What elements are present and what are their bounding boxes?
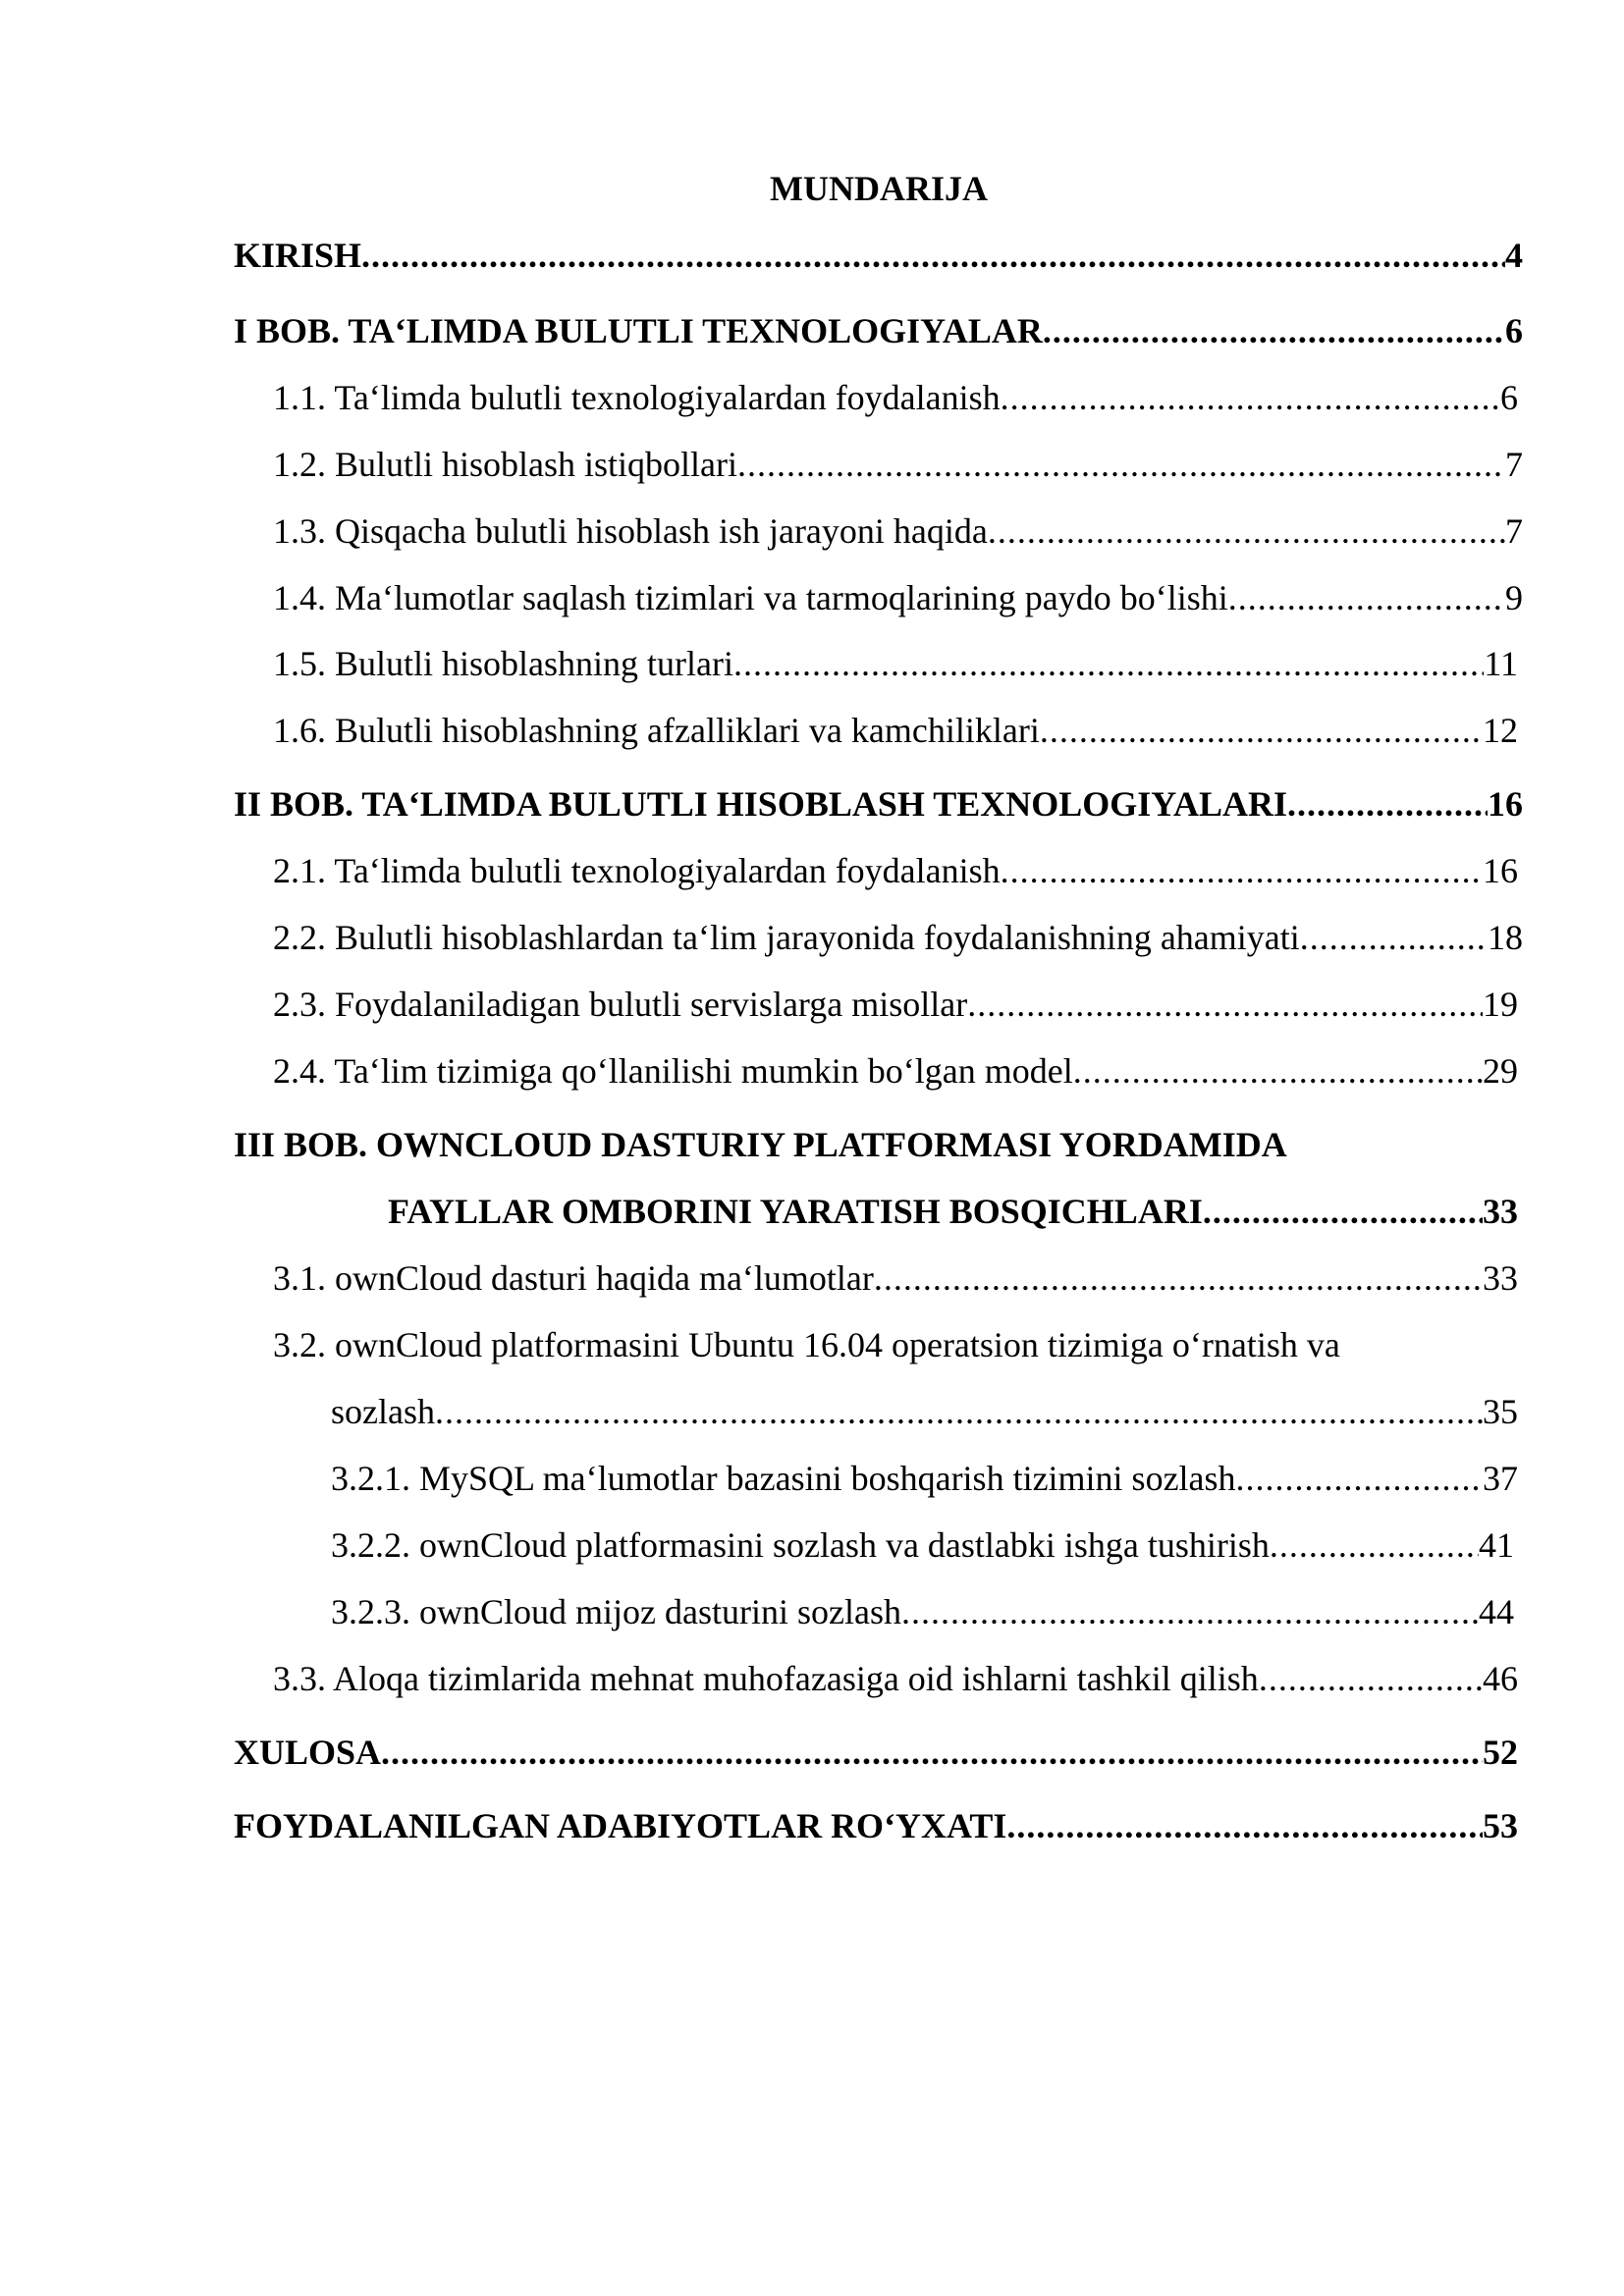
dot-leader <box>1203 1190 1483 1233</box>
toc-entry-page: 35 <box>1483 1392 1518 1431</box>
toc-entry-label: KIRISH <box>234 236 362 275</box>
toc-entry-page: 37 <box>1483 1459 1518 1498</box>
toc-entry-label: 2.1. Ta‘limda bulutli texnologiyalardan foydalanish <box>273 851 1001 890</box>
toc-entry-label: FOYDALANILGAN ADABIYOTLAR RO‘YXATI <box>234 1806 1007 1845</box>
dot-leader <box>967 983 1483 1026</box>
toc-entry-page: 12 <box>1483 711 1518 750</box>
toc-entry-references <box>234 1804 1518 1847</box>
toc-entry-label: 3.1. ownCloud dasturi haqida ma‘lumotlar <box>273 1258 874 1298</box>
toc-entry-1-4 <box>273 576 1523 619</box>
dot-leader <box>737 443 1505 486</box>
dot-leader <box>874 1256 1483 1300</box>
toc-entry-2-4 <box>273 1049 1518 1093</box>
toc-entry-1-1 <box>273 376 1518 419</box>
page-title: MUNDARIJA <box>770 169 988 208</box>
dot-leader <box>1001 376 1500 419</box>
toc-entry-label: 3.2.1. MySQL ma‘lumotlar bazasini boshqarish tizimini sozlash <box>331 1459 1236 1498</box>
toc-entry-label: 1.5. Bulutli hisoblashning turlari <box>273 644 733 683</box>
toc-entry-chapter-3 <box>388 1190 1518 1233</box>
toc-entry-label: 1.6. Bulutli hisoblashning afzalliklari va kamchiliklari <box>273 711 1040 750</box>
toc-entry-1-2 <box>273 443 1523 486</box>
toc-entry-3-2-3 <box>331 1590 1514 1633</box>
toc-entry-label: 1.2. Bulutli hisoblash istiqbollari <box>273 445 738 484</box>
dot-leader <box>988 509 1505 553</box>
dot-leader <box>1043 309 1505 352</box>
toc-entry-3-1 <box>273 1256 1518 1300</box>
toc-entry-page: 9 <box>1505 578 1523 617</box>
toc-entry-page: 33 <box>1483 1192 1518 1231</box>
toc-entry-page: 16 <box>1483 851 1518 890</box>
toc-entry-label: 1.4. Ma‘lumotlar saqlash tizimlari va tarmoqlarining paydo bo‘lishi <box>273 578 1228 617</box>
toc-entry-page: 19 <box>1483 985 1518 1024</box>
dot-leader <box>361 234 1505 277</box>
toc-entry-label: XULOSA <box>234 1733 382 1772</box>
toc-entry-xulosa <box>234 1731 1518 1774</box>
toc-entry-3-2-2 <box>331 1523 1514 1567</box>
toc-entry-page: 41 <box>1479 1525 1514 1565</box>
toc-entry-label: 3.2.2. ownCloud platformasini sozlash va dastlabki ishga tushirish <box>331 1525 1270 1565</box>
dot-leader <box>435 1390 1483 1433</box>
toc-entry-label: 3.2.3. ownCloud mijoz dasturini sozlash <box>331 1592 901 1631</box>
toc-entry-chapter-3-line-1: III BOB. OWNCLOUD DASTURIY PLATFORMASI YORDAMIDA <box>234 1125 1287 1164</box>
toc-entry-page: 6 <box>1505 311 1523 350</box>
dot-leader <box>1236 1457 1483 1500</box>
dot-leader <box>1287 782 1488 826</box>
toc-entry-page: 44 <box>1479 1592 1514 1631</box>
toc-entry-page: 6 <box>1500 378 1518 417</box>
toc-entry-label: I BOB. TA‘LIMDA BULUTLI TEXNOLOGIYALAR <box>234 311 1043 350</box>
dot-leader <box>1006 1804 1483 1847</box>
toc-entry-2-2 <box>273 916 1523 959</box>
dot-leader <box>1300 916 1488 959</box>
dot-leader <box>381 1731 1483 1774</box>
toc-entry-3-2-1 <box>331 1457 1518 1500</box>
dot-leader <box>1228 576 1505 619</box>
dot-leader <box>901 1590 1479 1633</box>
toc-entry-label: 3.3. Aloqa tizimlarida mehnat muhofazasiga oid ishlarni tashkil qilish <box>273 1659 1259 1698</box>
toc-entry-label: 2.4. Ta‘lim tizimiga qo‘llanilishi mumkin bo‘lgan model <box>273 1051 1073 1091</box>
toc-entry-label: II BOB. TA‘LIMDA BULUTLI HISOBLASH TEXNOLOGIYALARI <box>234 784 1287 824</box>
dot-leader <box>1040 709 1483 752</box>
dot-leader <box>733 642 1484 685</box>
toc-entry-page: 29 <box>1483 1051 1518 1091</box>
toc-entry-page: 46 <box>1483 1659 1518 1698</box>
toc-entry-chapter-2 <box>234 782 1523 826</box>
toc-entry-3-3 <box>273 1657 1518 1700</box>
toc-entry-3-2-line-1: 3.2. ownCloud platformasini Ubuntu 16.04 operatsion tizimiga o‘rnatish va <box>273 1325 1340 1364</box>
toc-entry-label: FAYLLAR OMBORINI YARATISH BOSQICHLARI <box>388 1192 1203 1231</box>
toc-entry-label: 1.3. Qisqacha bulutli hisoblash ish jarayoni haqida <box>273 511 988 551</box>
toc-entry-1-3 <box>273 509 1523 553</box>
toc-entry-kirish <box>234 234 1523 277</box>
toc-entry-page: 16 <box>1488 784 1523 824</box>
toc-entry-page: 52 <box>1483 1733 1518 1772</box>
toc-entry-label: 2.2. Bulutli hisoblashlardan ta‘lim jarayonida foydalanishning ahamiyati <box>273 918 1300 957</box>
toc-entry-chapter-1 <box>234 309 1523 352</box>
toc-entry-page: 4 <box>1505 236 1523 275</box>
dot-leader <box>1270 1523 1479 1567</box>
dot-leader <box>1073 1049 1483 1093</box>
toc-entry-page: 33 <box>1483 1258 1518 1298</box>
dot-leader <box>1259 1657 1483 1700</box>
toc-entry-page: 18 <box>1488 918 1523 957</box>
toc-entry-page: 7 <box>1505 445 1523 484</box>
toc-entry-page: 11 <box>1484 644 1518 683</box>
toc-entry-2-1 <box>273 849 1518 892</box>
toc-entry-label: 1.1. Ta‘limda bulutli texnologiyalardan foydalanish <box>273 378 1001 417</box>
toc-entry-1-6 <box>273 709 1518 752</box>
toc-entry-label: sozlash <box>331 1392 435 1431</box>
toc-entry-page: 53 <box>1483 1806 1518 1845</box>
toc-entry-label: 2.3. Foydalaniladigan bulutli servislarga misollar <box>273 985 968 1024</box>
toc-entry-page: 7 <box>1505 511 1523 551</box>
dot-leader <box>1001 849 1483 892</box>
toc-entry-2-3 <box>273 983 1518 1026</box>
toc-entry-3-2 <box>331 1390 1518 1433</box>
toc-entry-1-5 <box>273 642 1518 685</box>
